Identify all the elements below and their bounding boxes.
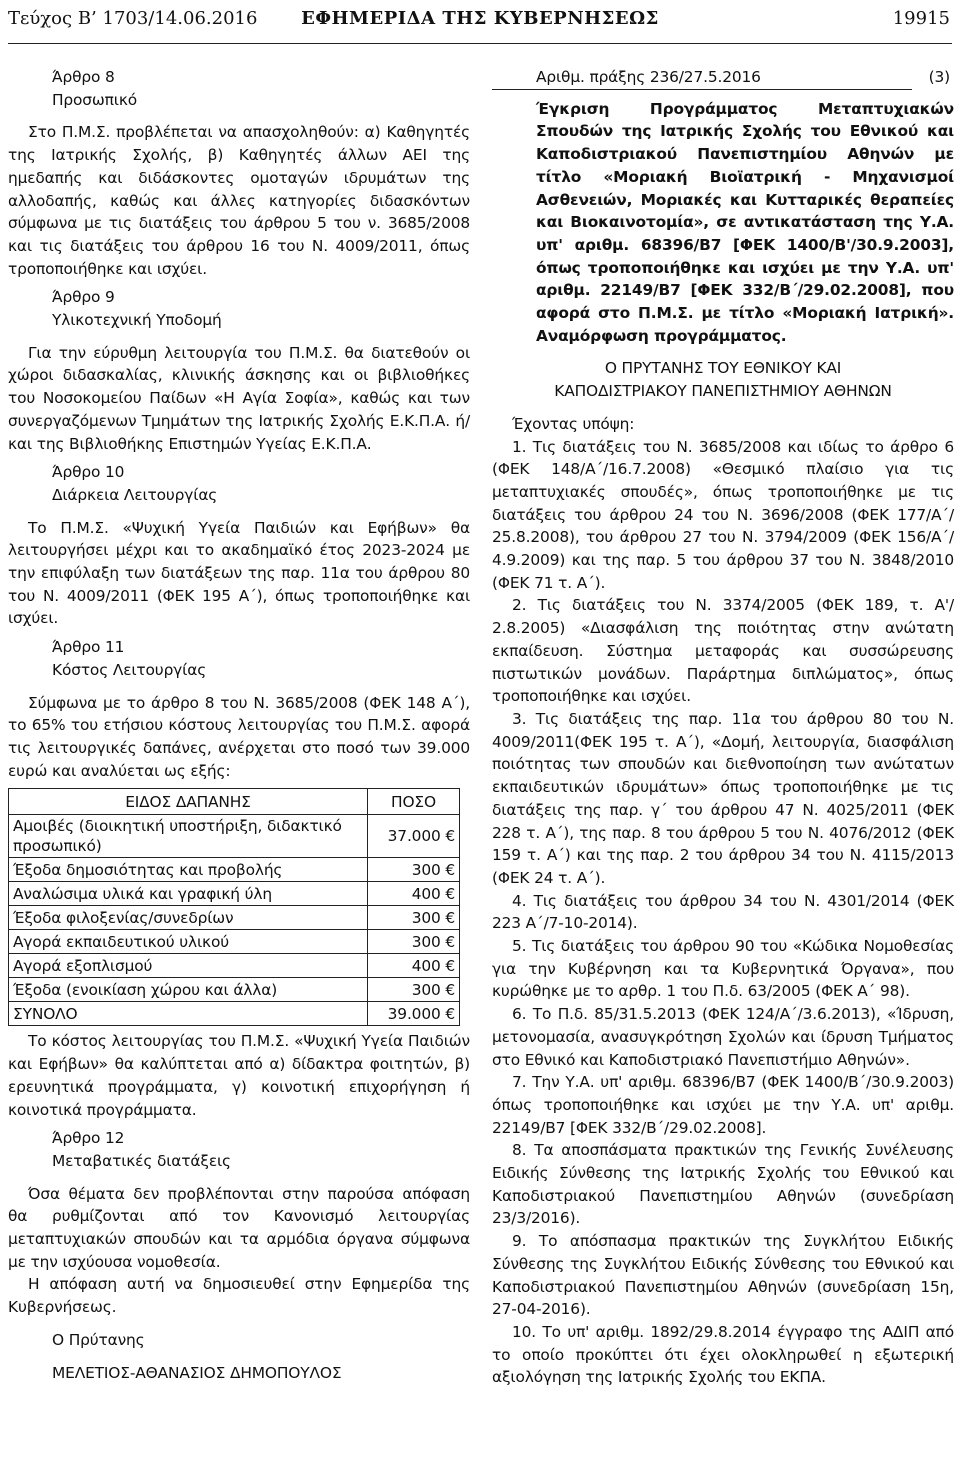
left-column bbox=[8, 66, 470, 1384]
article-10-body: Το Π.Μ.Σ. «Ψυχική Υγεία Παιδιών και Εφήβων» θα λειτουργήσει μέχρι και το ακαδημαϊκό έτος 2023-2024 με την επιφύλαξη των διατάξεων της παρ. 11α του άρθρου 80 του Ν. 4009/2011 (ΦΕΚ 195 Α΄), όπως τροποποιήθηκε και ισχύει. bbox=[8, 518, 470, 628]
considering-item-4: 4. Τις διατάξεις του άρθρου 34 του Ν. 4301/2014 (ΦΕΚ 223 Α΄/7-10-2014). bbox=[492, 891, 954, 933]
issue-number: Τεύχος Β’ 1703/14.06.2016 bbox=[8, 8, 258, 29]
table-total-row bbox=[9, 1002, 460, 1026]
table-row bbox=[9, 906, 460, 930]
article-12-body: Όσα θέματα δεν προβλέπονται στην παρούσα απόφαση θα ρυθμίζονται από τον Κανονισμό λειτουργίας μεταπτυχιακών σπουδών και τα αρμόδια όργανα σύμφωνα με την ισχύουσα νομοθεσία. bbox=[8, 1184, 470, 1271]
considering-item-5: 5. Τις διατάξεις του άρθρου 90 του «Κώδικα Νομοθεσίας για την Κυβέρνηση και τα Κυβερνητικά Όργανα», που κυρώθηκε με το αρθρ. 1 του Π.δ. 63/2005 (ΦΕΚ Α΄ 98). bbox=[492, 937, 954, 1001]
considering-item-3: 3. Τις διατάξεις της παρ. 11α του άρθρου 80 του Ν. 4009/2011(ΦΕΚ 195 τ. Α΄), «Δομή, λειτουργία, διασφάλιση ποιότητας των σπουδών και διεθνοποίηση των ανώτατων εκπαιδευτικών ιδρυμάτων» όπως τροποποιήθηκε με τις διατάξεις της παρ. γ΄ του άρθρου 47 Ν. 4025/2011 (ΦΕΚ 228 τ. Α΄), της παρ. 8 του άρθρου 5 του Ν. 4076/2012 (ΦΕΚ 159 τ. Α΄) και της παρ. 2 του άρθρου 34 του Ν. 4115/2013 (ΦΕΚ 24 τ. Α΄). bbox=[492, 709, 954, 887]
table-row bbox=[9, 978, 460, 1002]
act-index: (3) bbox=[928, 68, 950, 86]
expense-item: Έξοδα δημοσιότητας και προβολής bbox=[9, 858, 368, 882]
considering-item-9: 9. Το απόσπασμα πρακτικών της Συγκλήτου Ειδικής Σύνθεσης της Συγκλήτου Ειδικής Σύνθεσης του Εθνικού και Καποδιστριακού Πανεπιστημίου Αθηνών (συνεδρίαση 15η, 27-04-2016). bbox=[492, 1232, 954, 1319]
expense-amount: 400 € bbox=[368, 882, 460, 906]
publication-name: ΕΦΗΜΕΡΙΔΑ ΤΗΣ ΚΥΒΕΡΝΗΣΕΩΣ bbox=[301, 8, 659, 29]
article-12-title: Μεταβατικές διατάξεις bbox=[52, 1151, 231, 1170]
act-number: Αριθμ. πράξης 236/27.5.2016 bbox=[536, 68, 761, 86]
considering-item-2: 2. Τις διατάξεις του Ν. 3374/2005 (ΦΕΚ 189, τ. Α'/ 2.8.2005) «Διασφάλιση της ποιότητας στην ανώτατη εκπαίδευση. Σύστημα μεταφοράς και συσσώρευσης πιστωτικών μονάδων. Παράρτημα διπλώματος», όπως τροποποιήθηκε και ισχύει. bbox=[492, 596, 954, 706]
expense-amount: 300 € bbox=[368, 930, 460, 954]
expense-item: Έξοδα (ενοικίαση χώρου και άλλα) bbox=[9, 978, 368, 1002]
authority-line-2: ΚΑΠΟΔΙΣΤΡΙΑΚΟΥ ΠΑΝΕΠΙΣΤΗΜΙΟΥ ΑΘΗΝΩΝ bbox=[554, 382, 892, 401]
authority-line-1: Ο ΠΡΥΤΑΝΗΣ ΤΟΥ ΕΘΝΙΚΟΥ ΚΑΙ bbox=[604, 359, 842, 378]
expense-item: Έξοδα φιλοξενίας/συνεδρίων bbox=[9, 906, 368, 930]
act-title: Έγκριση Προγράμματος Μεταπτυχιακών Σπουδών της Ιατρικής Σχολής του Εθνικού και Καποδιστριακού Πανεπιστημίου Αθηνών με τίτλο «Μοριακή Βιοϊατρική - Μηχανισμοί Ασθενειών, Μοριακές και Κυτταρικές θεραπείες και Βιοκαινοτομία», σε αντικατάσταση της Υ.Α. υπ' αριθμ. 68396/Β7 [ΦΕΚ 1400/Β'/30.9.2003], όπως τροποποιήθηκε και ισχύει με την Υ.Α. υπ' αριθμ. 22149/Β7 [ΦΕΚ 332/Β΄/29.02.2008], που αφορά στο Π.Μ.Σ. με τίτλο «Μοριακή Ιατρική». Αναμόρφωση προγράμματος. bbox=[536, 99, 954, 345]
table-row bbox=[9, 954, 460, 978]
expense-item: Αγορά εκπαιδευτικού υλικού bbox=[9, 930, 368, 954]
expense-item: Αμοιβές (διοικητική υποστήριξη, διδακτικό προσωπικό) bbox=[9, 815, 368, 858]
signer-title: Ο Πρύτανης bbox=[52, 1330, 145, 1349]
table-header-row bbox=[9, 789, 460, 815]
header-amount: ΠΟΣΟ bbox=[368, 789, 460, 815]
article-10-number: Άρθρο 10 bbox=[52, 463, 125, 482]
article-10-title: Διάρκεια Λειτουργίας bbox=[52, 485, 218, 504]
table-row bbox=[9, 815, 460, 858]
article-8-title: Προσωπικό bbox=[52, 90, 138, 109]
considering-heading: Έχοντας υπόψη: bbox=[512, 414, 635, 433]
page-number: 19915 bbox=[892, 8, 950, 29]
article-8-body: Στο Π.Μ.Σ. προβλέπεται να απασχοληθούν: α) Καθηγητές της Ιατρικής Σχολής, β) Καθηγητές άλλων ΑΕΙ της ημεδαπής και διδάσκοντες ομοταγών ιδρυμάτων της αλλοδαπής, καθώς και άλλες κατηγορίες διδασκόντων σύμφωνα με τις διατάξεις του άρθρου 5 του ν. 3685/2008 και τις διατάξεις του άρθρου 16 του Ν. 4009/2011, όπως τροποποιήθηκε και ισχύει. bbox=[8, 123, 470, 278]
act-number-line bbox=[492, 66, 912, 90]
expense-amount: 300 € bbox=[368, 978, 460, 1002]
expense-item: Αγορά εξοπλισμού bbox=[9, 954, 368, 978]
right-column bbox=[492, 66, 954, 1389]
article-8-number: Άρθρο 8 bbox=[52, 68, 115, 86]
header-item: ΕΙΔΟΣ ΔΑΠΑΝΗΣ bbox=[9, 789, 368, 815]
considering-item-1: 1. Τις διατάξεις του Ν. 3685/2008 και ιδίως το άρθρο 6 (ΦΕΚ 148/Α΄/16.7.2008) «Θεσμικό πλαίσιο για τις μεταπτυχιακές σπουδές», όπως τροποποιήθηκε με τις διατάξεις του άρθρου 24 του Ν. 3696/2008 (ΦΕΚ 177/Α΄/ 25.8.2008), του άρθρου 27 του Ν. 3794/2009 (ΦΕΚ 156/Α΄/ 4.9.2009) και της παρ. 5 του άρθρου 37 του Ν. 3848/2010 (ΦΕΚ 71 τ. Α΄). bbox=[492, 437, 954, 592]
signer-name: ΜΕΛΕΤΙΟΣ-ΑΘΑΝΑΣΙΟΣ ΔΗΜΟΠΟΥΛΟΣ bbox=[52, 1363, 342, 1382]
article-9-title: Υλικοτεχνική Υποδομή bbox=[52, 311, 222, 330]
expense-amount: 300 € bbox=[368, 906, 460, 930]
total-label: ΣΥΝΟΛΟ bbox=[9, 1002, 368, 1026]
publish-clause: Η απόφαση αυτή να δημοσιευθεί στην Εφημερίδα της Κυβερνήσεως. bbox=[8, 1275, 470, 1317]
total-amount: 39.000 € bbox=[368, 1002, 460, 1026]
article-11-number: Άρθρο 11 bbox=[52, 638, 125, 657]
table-row bbox=[9, 930, 460, 954]
table-row bbox=[9, 882, 460, 906]
article-11-title: Κόστος Λειτουργίας bbox=[52, 660, 207, 679]
article-12-number: Άρθρο 12 bbox=[52, 1129, 125, 1148]
considering-item-10: 10. Το υπ' αριθμ. 1892/29.8.2014 έγγραφο της ΑΔΙΠ από το οποίο προκύπτει ότι έχει ολοκληρωθεί η εξωτερική αξιολόγηση της Ιατρικής Σχολής του ΕΚΠΑ. bbox=[492, 1322, 954, 1387]
article-9-number: Άρθρο 9 bbox=[52, 288, 115, 307]
expense-amount: 400 € bbox=[368, 954, 460, 978]
article-11-funding: Το κόστος λειτουργίας του Π.Μ.Σ. «Ψυχική Υγεία Παιδιών και Εφήβων» θα καλύπτεται από α) δίδακτρα φοιτητών, β) ερευνητικά προγράμματα, γ) κοινοτική επιχορήγηση ή κοινοτικά προγράμματα. bbox=[8, 1032, 470, 1119]
expense-amount: 37.000 € bbox=[368, 815, 460, 858]
considering-item-7: 7. Την Υ.Α. υπ' αριθμ. 68396/Β7 (ΦΕΚ 1400/Β΄/30.9.2003) όπως τροποποιήθηκε και ισχύει με την Υ.Α. υπ' αριθμ. 22149/Β7 [ΦΕΚ 332/Β΄/29.02.2008]. bbox=[492, 1073, 954, 1137]
expense-table bbox=[8, 788, 460, 1026]
considering-item-8: 8. Τα αποσπάσματα πρακτικών της Γενικής Συνέλευσης Ειδικής Σύνθεσης της Ιατρικής Σχολής του Εθνικού και Καποδιστριακού Πανεπιστημίου Αθηνών (συνεδρίαση 23/3/2016). bbox=[492, 1141, 954, 1228]
expense-amount: 300 € bbox=[368, 858, 460, 882]
page-header bbox=[8, 4, 952, 44]
article-11-body: Σύμφωνα με το άρθρο 8 του Ν. 3685/2008 (ΦΕΚ 148 Α΄), το 65% του ετήσιου κόστους λειτουργίας του Π.Μ.Σ. αφορά τις λειτουργικές δαπάνες, ανέρχεται στο ποσό των 39.000 ευρώ και αναλύεται ως εξής: bbox=[8, 693, 470, 780]
considering-item-6: 6. Το Π.δ. 85/31.5.2013 (ΦΕΚ 124/Α΄/3.6.2013), «Ίδρυση, μετονομασία, ανασυγκρότηση Σχολών και ίδρυση Τμήματος στο Εθνικό και Καποδιστριακό Πανεπιστήμιο Αθηνών». bbox=[492, 1005, 954, 1069]
table-row bbox=[9, 858, 460, 882]
expense-item: Αναλώσιμα υλικά και γραφική ύλη bbox=[9, 882, 368, 906]
article-9-body: Για την εύρυθμη λειτουργία του Π.Μ.Σ. θα διατεθούν οι χώροι διδασκαλίας, κλινικής άσκησης και οι βιβλιοθήκες του Νοσοκομείου Παίδων «Η Αγία Σοφία», καθώς και των συνεργαζόμενων Τμημάτων της Ιατρικής Σχολής Ε.Κ.Π.Α. ή/και της Βιβλιοθήκης Επιστημών Υγείας Ε.Κ.Π.Α. bbox=[8, 343, 470, 453]
